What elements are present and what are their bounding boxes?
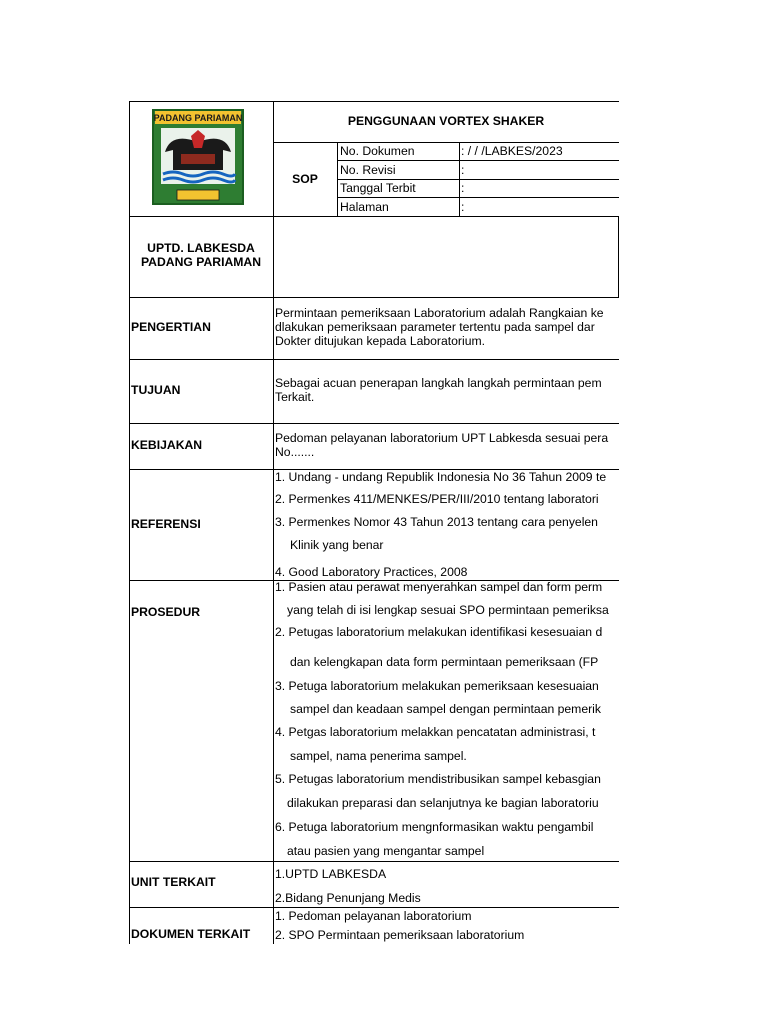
padang-pariaman-logo: [151, 108, 245, 210]
title-divider: [273, 142, 619, 143]
meta-label-no-revisi: No. Revisi: [340, 163, 396, 177]
prosedur-step: atau pasien yang mengantar sampel: [287, 844, 485, 858]
prosedur-step: 5. Petugas laboratorium mendistribusikan sampel kebasgian: [275, 772, 601, 786]
section-label-unit-terkait: UNIT TERKAIT: [131, 875, 216, 889]
tujuan-line: Sebagai acuan penerapan langkah langkah permintaan pem: [275, 376, 602, 390]
referensi-item: 4. Good Laboratory Practices, 2008: [275, 565, 468, 579]
prosedur-step: 4. Petgas laboratorium melakkan pencatatan administrasi, t: [275, 725, 596, 739]
section-label-referensi: REFERENSI: [131, 517, 201, 531]
header-right-edge: [618, 216, 619, 297]
dokumen-terkait-item: 2. SPO Permintaan pemeriksaan laboratorium: [275, 928, 525, 942]
prosedur-step: sampel dan keadaan sampel dengan permintaan pemerik: [290, 702, 601, 716]
kebijakan-line: No.......: [275, 445, 315, 459]
column-divider: [273, 101, 274, 944]
tujuan-line: Terkait.: [275, 390, 315, 404]
meta-row-line: [337, 197, 619, 198]
prosedur-step: 6. Petuga laboratorium mengnformasikan waktu pengambil: [275, 820, 594, 834]
pengertian-line: Dokter ditujukan kepada Laboratorium.: [275, 334, 486, 348]
meta-label-no-dokumen: No. Dokumen: [340, 144, 415, 158]
unit-terkait-item: 1.UPTD LABKESDA: [275, 867, 387, 881]
row-line: [129, 297, 619, 298]
document-title: PENGGUNAAN VORTEX SHAKER: [347, 114, 545, 128]
kebijakan-line: Pedoman pelayanan laboratorium UPT Labkesda sesuai pera: [275, 431, 609, 445]
prosedur-step: sampel, nama penerima sampel.: [290, 749, 467, 763]
row-line: [129, 861, 619, 862]
row-line: [129, 359, 619, 360]
svg-text:PADANG PARIAMAN: PADANG PARIAMAN: [153, 113, 243, 123]
section-label-pengertian: PENGERTIAN: [131, 320, 211, 334]
row-line: [129, 423, 619, 424]
meta-value-no-revisi: :: [461, 163, 465, 177]
section-label-tujuan: TUJUAN: [131, 383, 181, 397]
header-bottom-line: [129, 216, 619, 217]
referensi-item: 2. Permenkes 411/MENKES/PER/III/2010 tentang laboratori: [275, 492, 599, 506]
meta-label-halaman: Halaman: [340, 200, 389, 214]
section-label-prosedur: PROSEDUR: [131, 605, 201, 619]
prosedur-step: 3. Petuga laboratorium melakukan pemeriksaan kesesuaian: [275, 679, 599, 693]
referensi-item: 1. Undang - undang Republik Indonesia No 36 Tahun 2009 te: [275, 470, 607, 484]
referensi-item: 3. Permenkes Nomor 43 Tahun 2013 tentang cara penyelen: [275, 515, 598, 529]
meta-value-no-dokumen: : / / /LABKES/2023: [461, 144, 563, 158]
prosedur-step: dilakukan preparasi dan selanjutnya ke bagian laboratoriu: [287, 796, 599, 810]
org-name-line1: UPTD. LABKESDA: [147, 241, 255, 255]
dokumen-terkait-item: 1. Pedoman pelayanan laboratorium: [275, 909, 472, 923]
meta-value-halaman: :: [461, 200, 465, 214]
section-label-dokumen-terkait: DOKUMEN TERKAIT: [131, 927, 251, 941]
section-label-kebijakan: KEBIJAKAN: [131, 438, 203, 452]
pengertian-line: Permintaan pemeriksaan Laboratorium adalah Rangkaian ke: [275, 306, 604, 320]
prosedur-step: 2. Petugas laboratorium melakukan identifikasi kesesuaian d: [275, 625, 603, 639]
meta-value-tanggal-terbit: :: [461, 181, 465, 195]
pengertian-line: dlakukan pemeriksaan parameter tertentu pada sampel dar: [275, 320, 595, 334]
sop-document: [129, 101, 619, 944]
row-line: [129, 907, 619, 908]
unit-terkait-item: 2.Bidang Penunjang Medis: [275, 891, 421, 905]
referensi-item: Klinik yang benar: [290, 538, 384, 552]
prosedur-step: dan kelengkapan data form permintaan pemeriksaan (FP: [290, 655, 599, 669]
meta-row-line: [337, 160, 619, 161]
sop-label: SOP: [292, 172, 318, 186]
border-top: [129, 101, 619, 102]
org-name-line2: PADANG PARIAMAN: [140, 255, 262, 269]
meta-label-tanggal-terbit: Tanggal Terbit: [340, 181, 416, 195]
prosedur-step: yang telah di isi lengkap sesuai SPO permintaan pemeriksa: [287, 603, 609, 617]
meta-row-line: [337, 179, 619, 180]
border-left: [129, 101, 130, 944]
prosedur-step: 1. Pasien atau perawat menyerahkan sampel dan form perm: [275, 580, 603, 594]
